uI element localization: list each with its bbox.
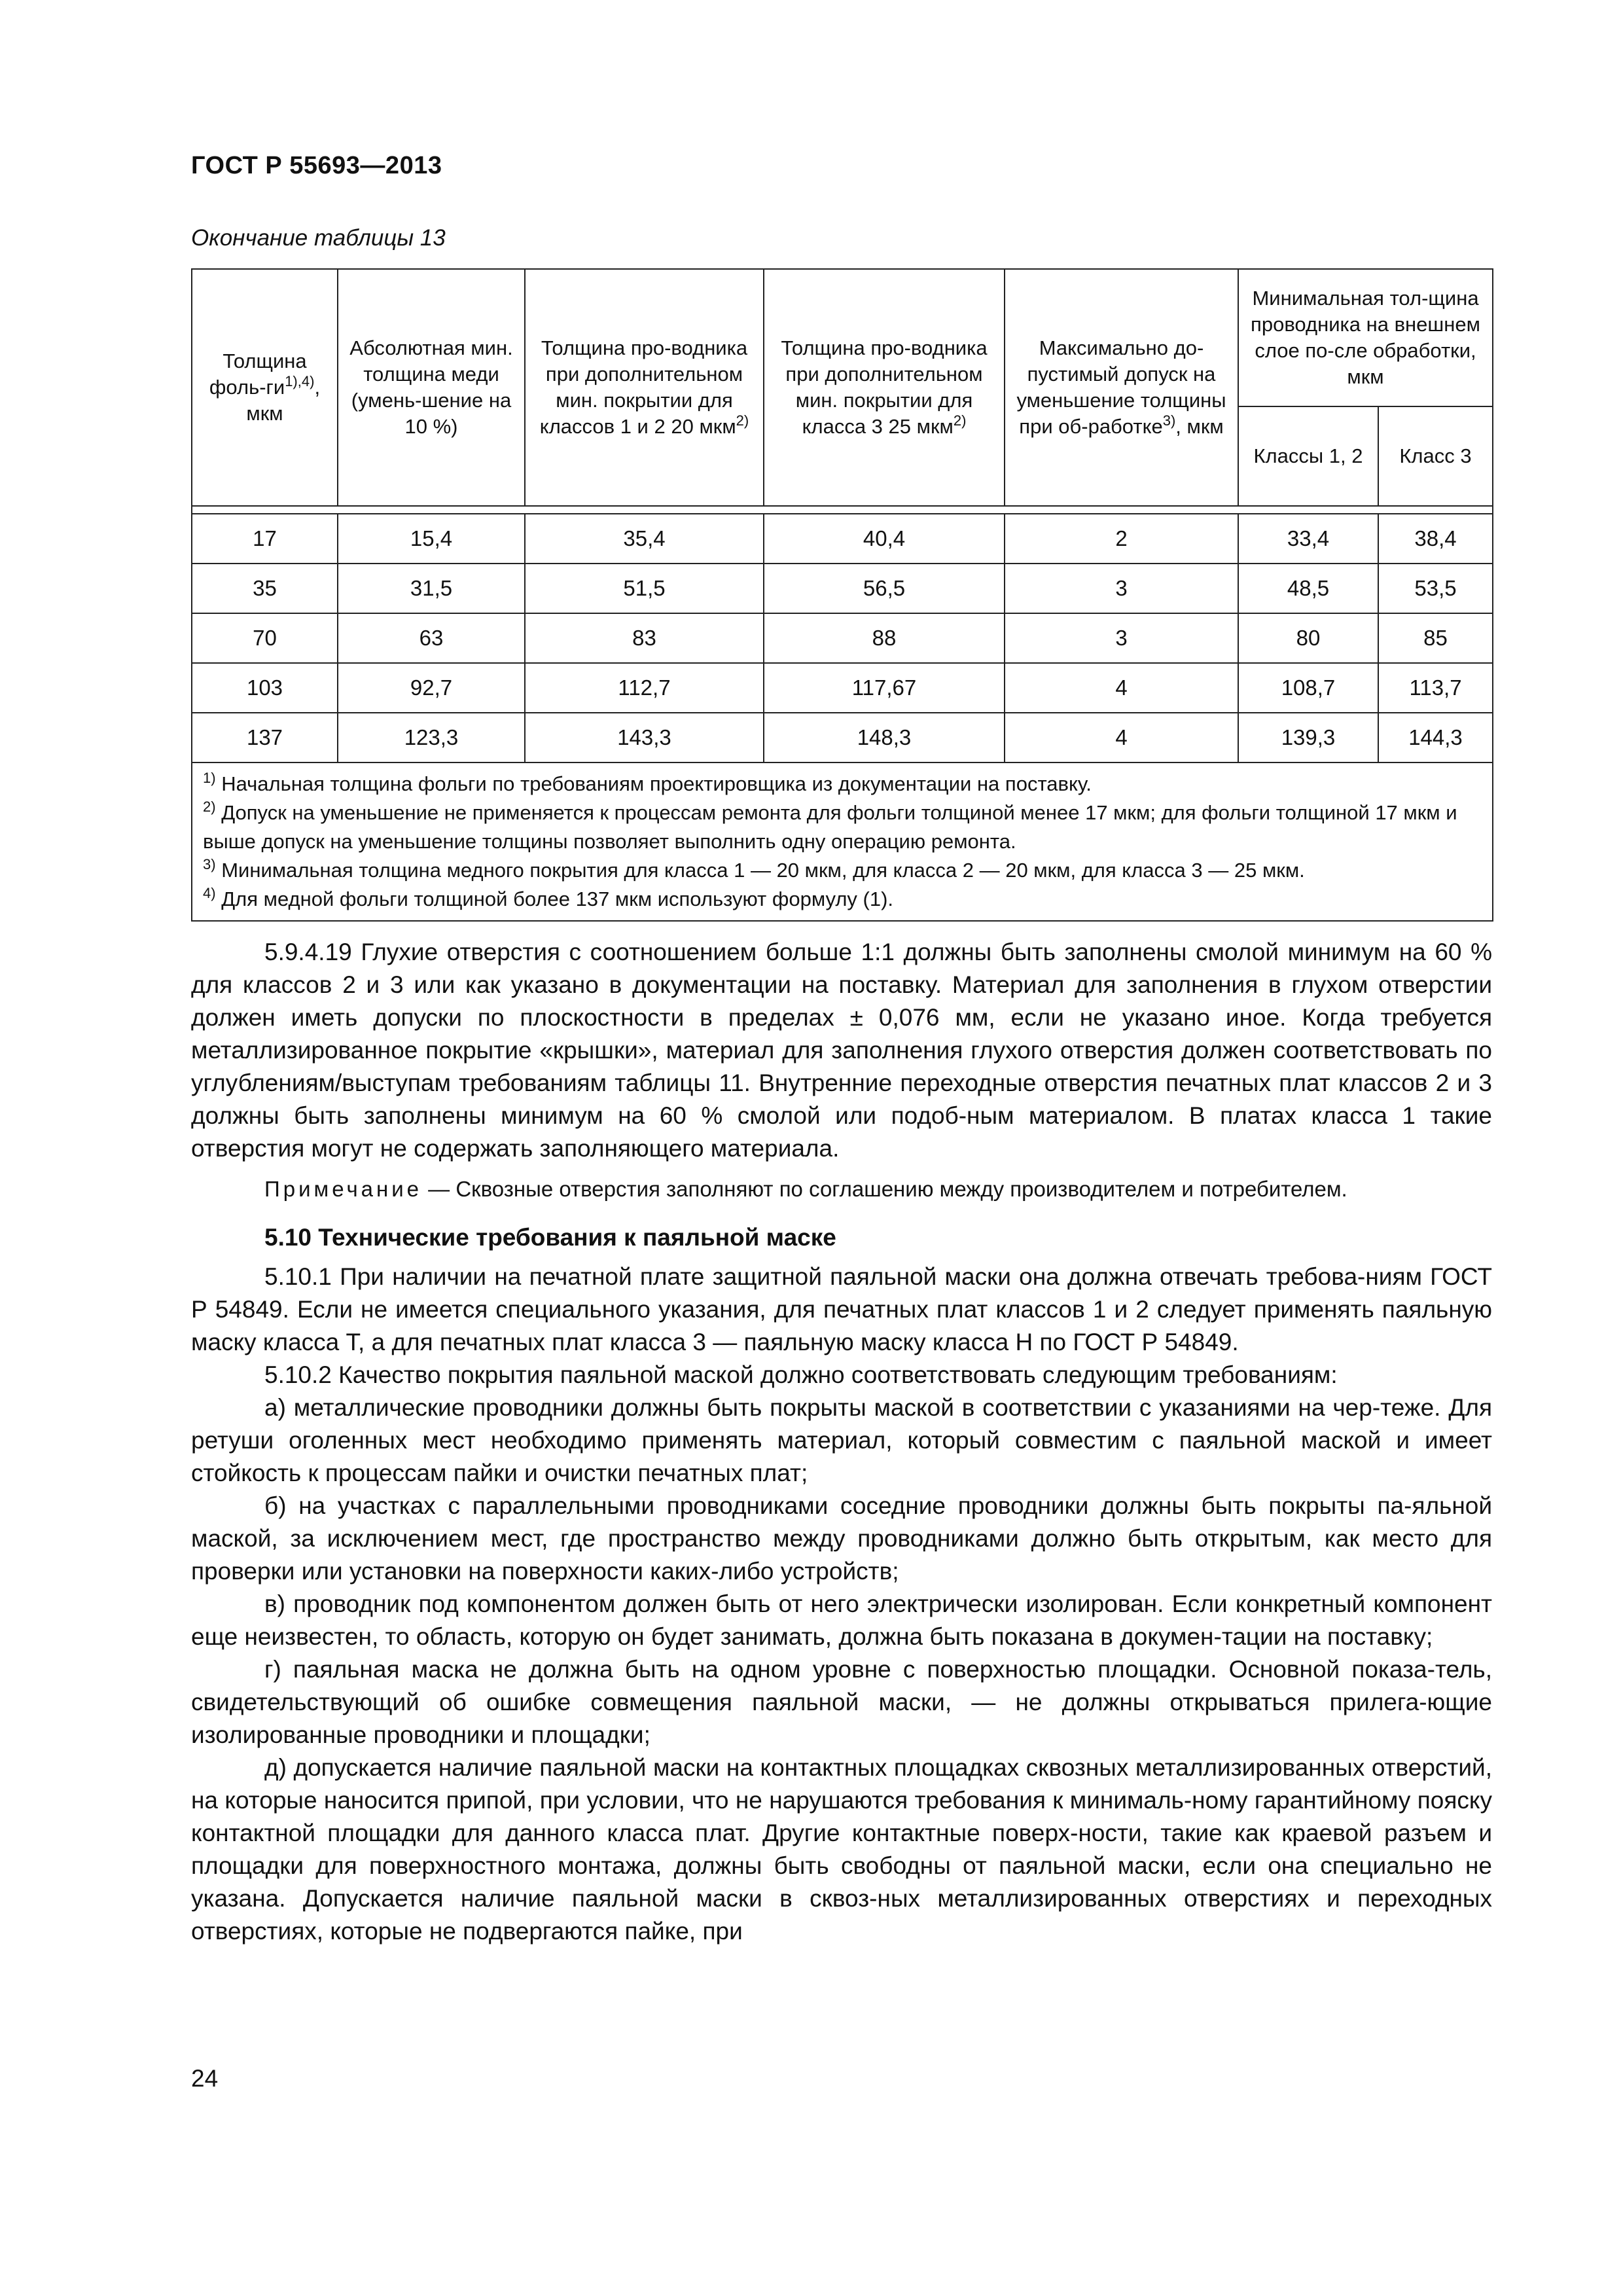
footnote-4: $^{4)}$ Для медной фольги толщиной более 137 мкм используют формулу (1).	[203, 885, 894, 910]
footnote-2: $^{2)}$ Допуск на уменьшение не применяется к процессам ремонта для фольги толщиной менее 17 мкм; для фольги толщиной 17 мкм и выше допуск на уменьшение толщины позволяет выполнить одну операцию ремонта.	[203, 798, 1457, 853]
list-item-d: д) допускается наличие паяльной маски на контактных площадках сквозных металлизированных отверстий, на которые наносится припой, при условии, что не нарушаются требования к минималь-ному гарантийному пояску контактной площадки для данного класса плат. Другие контактные поверх-ности, такие как краевой разъем и площадки для поверхностного монтажа, должны быть свободны от паяльной маски, если она специально не указана. Допускается наличие паяльной маски в сквоз-ных металлизированных отверстиях и переходных отверстиях, которые не подвергаются пайке, при	[191, 1754, 1492, 1945]
list-item-g: г) паяльная маска не должна быть на одном уровне с поверхностью площадки. Основной показа-тель, свидетельствующий об ошибке совмещения паяльной маски, — не должны открываться прилега-ющие изолированные проводники и площадки;	[191, 1656, 1492, 1748]
table-cell: 144,3	[1378, 713, 1493, 762]
table-cell: 63	[338, 613, 525, 663]
table-caption: Окончание таблицы 13	[191, 225, 446, 251]
table-cell: 31,5	[338, 564, 525, 613]
page-number: 24	[191, 2065, 219, 2092]
document-header: ГОСТ Р 55693—2013	[191, 152, 442, 179]
table-cell: 38,4	[1378, 514, 1493, 564]
paragraph-5-10-1: 5.10.1 При наличии на печатной плате защитной паяльной маски она должна отвечать требова-ниям ГОСТ Р 54849. Если не имеется специального указания, для печатных плат классов 1 и 2 следует применять паяльную маску класса Т, а для печатных плат класса 3 — паяльную маску класса Н по ГОСТ Р 54849.	[191, 1263, 1492, 1355]
table-cell: 83	[525, 613, 764, 663]
section-title: 5.10 Технические требования к паяльной маске	[264, 1224, 836, 1251]
table-cell: 35,4	[525, 514, 764, 564]
list-item-a: а) металлические проводники должны быть покрыты маской в соответствии с указаниями на чер-теже. Для ретуши оголенных мест необходимо применять материал, который совместим с паяльной маской и имеет стойкость к процессам пайки и очистки печатных плат;	[191, 1394, 1492, 1486]
header-min-outer-thickness: Минимальная тол-щина проводника на внешнем слое по-сле обработки, мкм	[1238, 269, 1493, 406]
table-cell: 15,4	[338, 514, 525, 564]
header-thickness-class3: Толщина про-водника при дополнительном мин. покрытии для класса 3 25 мкм$^{2)}$	[764, 269, 1005, 506]
table-cell: 103	[192, 663, 338, 713]
list-item-v: в) проводник под компонентом должен быть от него электрически изолирован. Если конкретный компонент еще неизвестен, то область, которую он будет занимать, должна быть показана в докумен-тации на поставку;	[191, 1590, 1492, 1650]
note-text: — Сквозные отверстия заполняют по соглашению между производителем и потребителем.	[422, 1177, 1347, 1201]
table-cell: 51,5	[525, 564, 764, 613]
paragraph-5-10-2: 5.10.2 Качество покрытия паяльной маской должно соответствовать следующим требованиям:	[264, 1361, 1338, 1388]
table-cell: 56,5	[764, 564, 1005, 613]
note	[191, 1173, 1492, 1206]
table-cell: 48,5	[1238, 564, 1378, 613]
table-cell: 112,7	[525, 663, 764, 713]
table-cell: 92,7	[338, 663, 525, 713]
table-row	[192, 713, 1493, 762]
table-cell: 35	[192, 564, 338, 613]
table-13	[191, 268, 1493, 922]
table-cell: 117,67	[764, 663, 1005, 713]
header-classes-1-2: Классы 1, 2	[1238, 406, 1378, 506]
table-cell: 70	[192, 613, 338, 663]
table-cell: 40,4	[764, 514, 1005, 564]
note-label: Примечание	[264, 1177, 423, 1201]
table-row	[192, 663, 1493, 713]
footnote-1: $^{1)}$ Начальная толщина фольги по требованиям проектировщика из документации на поставку.	[203, 770, 1092, 795]
table-cell: 88	[764, 613, 1005, 663]
list-item-b: б) на участках с параллельными проводниками соседние проводники должны быть покрыты па-яльной маской, за исключением мест, где пространство между проводниками должно быть открытым, как место для проверки или установки на поверхности каких-либо устройств;	[191, 1492, 1492, 1585]
table-cell: 139,3	[1238, 713, 1378, 762]
footnote-3: $^{3)}$ Минимальная толщина медного покрытия для класса 1 — 20 мкм, для класса 2 — 20 мкм, для класса 3 — 25 мкм.	[203, 856, 1305, 882]
header-abs-min-copper: Абсолютная мин. толщина меди (умень-шение на 10 %)	[338, 269, 525, 506]
paragraph-5-9-4-19: 5.9.4.19 Глухие отверстия с соотношением больше 1:1 должны быть заполнены смолой минимум на 60 % для классов 2 и 3 или как указано в документации на поставку. Материал для заполнения в глухом отверстии должен иметь допуски по плоскостности в пределах ± 0,076 мм, если не указано иное. Когда требуется металлизированное покрытие «крышки», материал для заполнения глухого отверстия должен соответствовать по углублениям/выступам требованиям таблицы 11. Внутренние переходные отверстия печатных плат классов 2 и 3 должны быть заполнены минимум на 60 % смолой или подоб-ным материалом. В платах класса 1 такие отверстия могут не содержать заполняющего материала.	[191, 939, 1492, 1162]
table-cell: 4	[1005, 713, 1238, 762]
table-cell: 3	[1005, 613, 1238, 663]
table-cell: 113,7	[1378, 663, 1493, 713]
table-cell: 3	[1005, 564, 1238, 613]
header-foil-thickness: Толщина фоль-$ги^{1),4)}$, мкм	[192, 269, 338, 506]
table-cell: 17	[192, 514, 338, 564]
table-footnotes	[192, 762, 1493, 921]
table-cell: 80	[1238, 613, 1378, 663]
table-cell: 33,4	[1238, 514, 1378, 564]
table-cell: 123,3	[338, 713, 525, 762]
table-row	[192, 564, 1493, 613]
table-divider	[192, 506, 1493, 514]
table-cell: 137	[192, 713, 338, 762]
table-cell: 148,3	[764, 713, 1005, 762]
table-cell: 108,7	[1238, 663, 1378, 713]
table-row	[192, 613, 1493, 663]
table-cell: 85	[1378, 613, 1493, 663]
table-13-container	[191, 268, 1492, 922]
table-cell: 53,5	[1378, 564, 1493, 613]
header-thickness-class12: Толщина про-водника при дополнительном мин. покрытии для классов 1 и 2 20 мкм$^{2)}$	[525, 269, 764, 506]
table-cell: 143,3	[525, 713, 764, 762]
table-row	[192, 514, 1493, 564]
table-cell: 4	[1005, 663, 1238, 713]
header-class-3: Класс 3	[1378, 406, 1493, 506]
body-text	[191, 936, 1492, 1948]
table-cell: 2	[1005, 514, 1238, 564]
header-max-tolerance: Максимально до-пустимый допуск на уменьшение толщины при об-работке$^{3)}$, мкм	[1005, 269, 1238, 506]
